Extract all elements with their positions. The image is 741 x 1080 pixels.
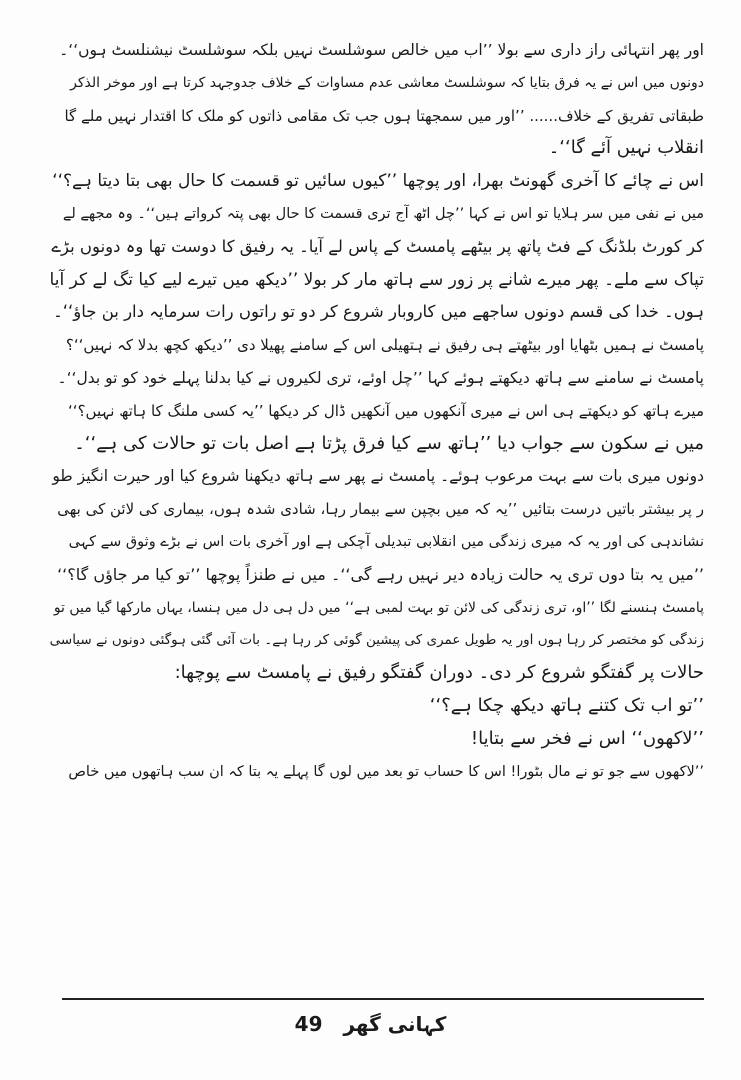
text-line-5: اس نے چائے کا آخری گھونٹ بھرا، اور پوچھا ’’کیوں سائیں تو قسمت کا حال بھی بتا دیتا ہے؟‘‘ xyxy=(52,171,704,192)
text-line-7: کر کورٹ بلڈنگ کے فٹ پاتھ پر بیٹھے پامسٹ کے پاس لے آیا۔ یہ رفیق کا دوست تھا وہ دونوں بڑے xyxy=(51,236,704,256)
text-line-17: ’’میں یہ بتا دوں تری یہ حالت زیادہ دیر نہیں رہے گی‘‘۔ میں نے طنزاً پوچھا ’’تو کیا مر جاؤں گا؟‘‘ xyxy=(57,564,704,584)
text-line-19: زندگی کو مختصر کر رہا ہوں اور یہ طویل عمری کی پیشین گوئی کر رہا ہے۔ بات آئی گئی ہوگئی دونوں نے سیاسی xyxy=(50,632,704,649)
text-line-8: تپاک سے ملے۔ پھر میرے شانے پر زور سے ہاتھ مار کر بولا ’’دیکھ میں تیرے لیے کیا تگ لے کر آیا xyxy=(50,269,704,290)
page-footer xyxy=(0,1012,741,1036)
footer-divider xyxy=(62,998,704,1000)
text-line-21: ’’تو اب تک کتنے ہاتھ دیکھ چکا ہے؟‘‘ xyxy=(429,694,704,716)
text-line-14: دونوں میری بات سے بہت مرعوب ہوئے۔ پامسٹ نے پھر سے ہاتھ دیکھنا شروع کیا اور حیرت انگیز طو xyxy=(52,467,704,486)
text-line-20: حالات پر گفتگو شروع کر دی۔ دوران گفتگو رفیق نے پامسٹ سے پوچھا: xyxy=(174,662,704,684)
text-line-22: ’’لاکھوں‘‘ اس نے فخر سے بتایا! xyxy=(470,727,704,749)
text-line-16: نشاندہی کی اور یہ کہ میری زندگی میں انقلابی تبدیلی آچکی ہے اور آخری بات اس نے بڑے وثوق سے کہی xyxy=(68,533,704,550)
text-line-4: انقلاب نہیں آئے گا‘‘۔ xyxy=(548,137,704,159)
text-line-10: پامسٹ نے ہمیں بٹھایا اور بیٹھتے ہی رفیق نے ہتھیلی اس کے سامنے پھیلا دی ’’دیکھ کچھ بدلا کہ نہیں‘‘؟ xyxy=(65,336,704,355)
text-line-6: میں نے نفی میں سر ہلایا تو اس نے کہا ’’چل اٹھ آج تری قسمت کا حال بھی پتہ کرواتے ہیں‘‘۔ وہ مجھے لے xyxy=(62,205,704,222)
text-line-3: طبقاتی تفریق کے خلاف...... ’’اور میں سمجھتا ہوں جب تک مقامی ذاتوں کو ملک کا اقتدار نہیں ملے گا xyxy=(64,106,704,125)
text-line-12: میرے ہاتھ کو دیکھتے ہی اس نے میری آنکھوں میں آنکھیں ڈال کر دیکھا ’’یہ کسی ملنگ کا ہاتھ نہیں؟‘‘ xyxy=(68,401,704,420)
text-line-1: اور پھر انتہائی راز داری سے بولا ’’اب میں خالص سوشلسٹ نہیں بلکہ سوشلسٹ نیشنلسٹ ہوں‘‘۔ xyxy=(59,41,704,59)
text-line-11: پامسٹ نے سامنے سے ہاتھ دیکھتے ہوئے کہا ’’چل اوئے، تری لکیروں نے کیا بدلنا پہلے خود کو تو بدل‘‘۔ xyxy=(57,368,704,387)
text-line-13: میں نے سکون سے جواب دیا ’’ہاتھ سے کیا فرق پڑتا ہے اصل بات تو حالات کی ہے‘‘۔ xyxy=(74,432,704,454)
magazine-name: کہانی گھر xyxy=(343,1012,447,1036)
text-line-9: ہوں۔ خدا کی قسم دونوں ساجھے میں کاروبار شروع کر دو تو راتوں رات سرمایہ دار بن جاؤ‘‘۔ xyxy=(53,302,704,322)
text-line-2: دونوں میں اس نے یہ فرق بتایا کہ سوشلسٹ معاشی عدم مساوات کے خلاف جدوجہد کرتا ہے اور موخر الذکر xyxy=(70,74,704,91)
story-text xyxy=(50,34,704,788)
text-line-23: ’’لاکھوں سے جو تو نے مال بٹورا! اس کا حساب تو بعد میں لوں گا پہلے یہ بتا کہ ان سب ہاتھوں میں خاص xyxy=(68,763,704,780)
text-line-18: پامسٹ ہنسنے لگا ’’او، تری زندگی کی لائن تو بہت لمبی ہے‘‘ میں دل ہی دل میں ہنسا، یہاں مارکھا گیا میں تو xyxy=(53,599,704,616)
page-number: 49 xyxy=(294,1012,323,1036)
text-line-15: ر پر بیشتر باتیں درست بتائیں ’’یہ کہ میں بچپن سے بیمار رہا، شادی شدہ ہوں، بیماری کی لائن کی بھی xyxy=(57,500,704,519)
